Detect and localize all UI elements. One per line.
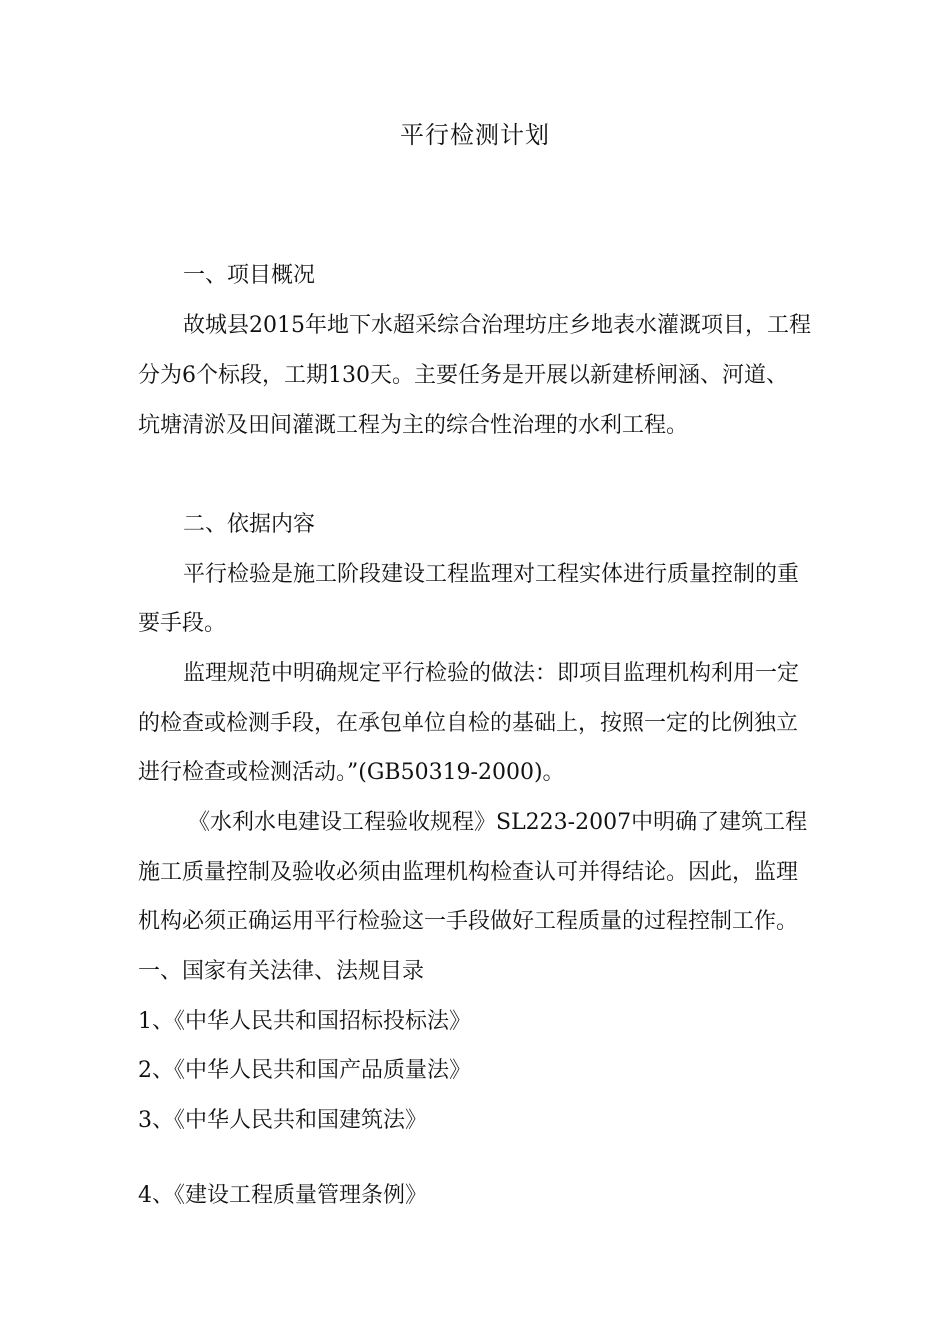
section-heading-project-overview: 一、项目概况 — [183, 263, 316, 288]
section-heading-basis: 二、依据内容 — [183, 512, 316, 537]
paragraph-line: 监理规范中明确规定平行检验的做法：即项目监理机构利用一定 — [183, 661, 800, 686]
paragraph-line: 坑塘清淤及田间灌溉工程为主的综合性治理的水利工程。 — [138, 413, 689, 438]
paragraph-line: 故城县2015年地下水超采综合治理坊庄乡地表水灌溉项目，工程 — [183, 313, 811, 338]
section-heading-laws: 一、国家有关法律、法规目录 — [138, 959, 425, 984]
paragraph-line: 机构必须正确运用平行检验这一手段做好工程质量的过程控制工作。 — [138, 909, 799, 934]
list-item: 1、《中华人民共和国招标投标法》 — [138, 1009, 471, 1034]
paragraph-line: 要手段。 — [138, 611, 227, 636]
paragraph-line: 分为6个标段，工期130天。主要任务是开展以新建桥闸涵、河道、 — [138, 363, 788, 388]
paragraph-line: 进行检查或检测活动。”(GB50319-2000)。 — [138, 760, 565, 785]
paragraph-line: 的检查或检测手段，在承包单位自检的基础上，按照一定的比例独立 — [138, 711, 799, 736]
paragraph-line: 《水利水电建设工程验收规程》SL223-2007中明确了建筑工程 — [188, 810, 808, 835]
paragraph-line: 施工质量控制及验收必须由监理机构检查认可并得结论。因此，监理 — [138, 860, 799, 885]
list-item: 3、《中华人民共和国建筑法》 — [138, 1108, 427, 1133]
paragraph-line: 平行检验是施工阶段建设工程监理对工程实体进行质量控制的重 — [183, 562, 800, 587]
list-item: 2、《中华人民共和国产品质量法》 — [138, 1058, 471, 1083]
list-item: 4、《建设工程质量管理条例》 — [138, 1183, 427, 1208]
document-title: 平行检测计划 — [400, 121, 550, 149]
